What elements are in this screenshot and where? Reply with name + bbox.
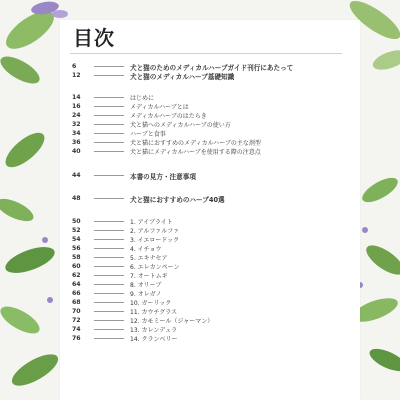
toc-dash [94, 293, 124, 294]
toc-page-number: 48 [72, 195, 81, 202]
toc-dash [94, 124, 124, 125]
toc-row[interactable] [72, 262, 180, 271]
toc-entry: 犬と猫のメディカルハーブ基礎知識 [130, 72, 235, 81]
toc-entry: 犬と猫におすすめのハーブ40選 [130, 195, 225, 204]
toc-row[interactable] [72, 93, 154, 102]
toc-row[interactable] [72, 253, 168, 262]
toc-page-number: 60 [72, 263, 81, 270]
toc-dash [94, 115, 124, 116]
toc-dash [94, 133, 124, 134]
toc-page-number: 64 [72, 281, 81, 288]
toc-dash [94, 248, 124, 249]
toc-dash [94, 142, 124, 143]
toc-entry: 3. イエロードック [130, 237, 180, 244]
toc-page-number: 76 [72, 335, 81, 342]
toc-row[interactable] [72, 271, 168, 280]
toc-entry: メディカルハーブとは [130, 104, 189, 111]
toc-row[interactable] [72, 147, 261, 156]
toc-page-number: 16 [72, 103, 81, 110]
toc-page-number: 32 [72, 121, 81, 128]
toc-row[interactable] [72, 102, 189, 111]
toc-page-number: 68 [72, 299, 81, 306]
toc-dash [94, 284, 124, 285]
toc-entry: 5. エキナセア [130, 255, 168, 262]
toc-dash [94, 266, 124, 267]
toc-entry: 犬と猫にメディカルハーブを使用する際の注意点 [130, 149, 261, 156]
toc-dash [94, 175, 124, 176]
toc-page-number: 40 [72, 148, 81, 155]
toc-dash [94, 230, 124, 231]
toc-row[interactable] [72, 334, 177, 343]
toc-dash [94, 329, 124, 330]
toc-entry: 6. エレカンペーン [130, 264, 180, 271]
page-title: 目次 [73, 26, 115, 50]
toc-dash [94, 221, 124, 222]
toc-entry: 9. オレガノ [130, 291, 162, 298]
toc-entry: 4. イチョウ [130, 246, 162, 253]
toc-row[interactable] [72, 298, 171, 307]
toc-dash [94, 320, 124, 321]
toc-row[interactable] [72, 111, 207, 120]
toc-row[interactable] [72, 244, 161, 253]
toc-entry: 2. アルファルファ [130, 228, 180, 235]
toc-dash [94, 97, 124, 98]
toc-entry: 8. オリーブ [130, 282, 162, 289]
toc-entry: はじめに [130, 95, 155, 102]
toc-page-number: 74 [72, 326, 81, 333]
toc-row[interactable] [72, 194, 225, 203]
toc-dash [94, 302, 124, 303]
toc-page-number: 34 [72, 130, 81, 137]
toc-page-number: 24 [72, 112, 81, 119]
toc-entry: ハーブと食事 [130, 131, 166, 138]
toc-entry: 13. カレンデュラ [130, 327, 178, 334]
toc-row[interactable] [72, 71, 234, 80]
toc-page-number: 44 [72, 172, 81, 179]
toc-dash [94, 198, 124, 199]
toc-dash [94, 106, 124, 107]
toc-row[interactable] [72, 120, 231, 129]
toc-entry: 11. カウチグラス [130, 309, 178, 316]
toc-row[interactable] [72, 138, 261, 147]
toc-page-number: 12 [72, 72, 81, 79]
toc-dash [94, 338, 124, 339]
toc-row[interactable] [72, 217, 173, 226]
toc-row[interactable] [72, 129, 166, 138]
toc-page-number: 6 [72, 63, 77, 70]
toc-entry: 1. アイブライト [130, 219, 173, 226]
toc-row[interactable] [72, 235, 179, 244]
toc-dash [94, 311, 124, 312]
toc-entry: 14. クランベリー [130, 336, 178, 343]
toc-page-number: 14 [72, 94, 81, 101]
toc-entry: 本書の見方・注意事項 [130, 172, 196, 181]
toc-entry: 12. カモミール（ジャーマン） [130, 318, 214, 325]
toc-row[interactable] [72, 226, 179, 235]
toc-row[interactable] [72, 307, 177, 316]
toc-dash [94, 75, 124, 76]
toc-page-number: 54 [72, 236, 81, 243]
toc-row[interactable] [72, 280, 161, 289]
title-divider [70, 53, 342, 54]
toc-row[interactable] [72, 171, 196, 180]
toc-dash [94, 257, 124, 258]
toc-page-number: 62 [72, 272, 81, 279]
toc-page-number: 36 [72, 139, 81, 146]
toc-dash [94, 151, 124, 152]
toc-dash [94, 239, 124, 240]
toc-entry: 犬と猫におすすめのメディカルハーブの主な剤型 [130, 140, 261, 147]
toc-entry: 犬と猫のためのメディカルハーブガイド刊行にあたって [130, 63, 294, 72]
toc-page-number: 52 [72, 227, 81, 234]
toc-entry: 10. ガーリック [130, 300, 172, 307]
toc-page-number: 56 [72, 245, 81, 252]
toc-dash [94, 66, 124, 67]
toc-page-number: 72 [72, 317, 81, 324]
toc-entry: 7. オートムギ [130, 273, 168, 280]
toc-page-number: 50 [72, 218, 81, 225]
toc-row[interactable] [72, 325, 177, 334]
toc-page-number: 58 [72, 254, 81, 261]
toc-row[interactable] [72, 289, 162, 298]
toc-entry: 犬と猫へのメディカルハーブの使い方 [130, 122, 231, 129]
toc-row[interactable] [72, 316, 213, 325]
toc-dash [94, 275, 124, 276]
toc-entry: メディカルハーブのはたらき [130, 113, 207, 120]
toc-page-number: 66 [72, 290, 81, 297]
toc-page-number: 70 [72, 308, 81, 315]
